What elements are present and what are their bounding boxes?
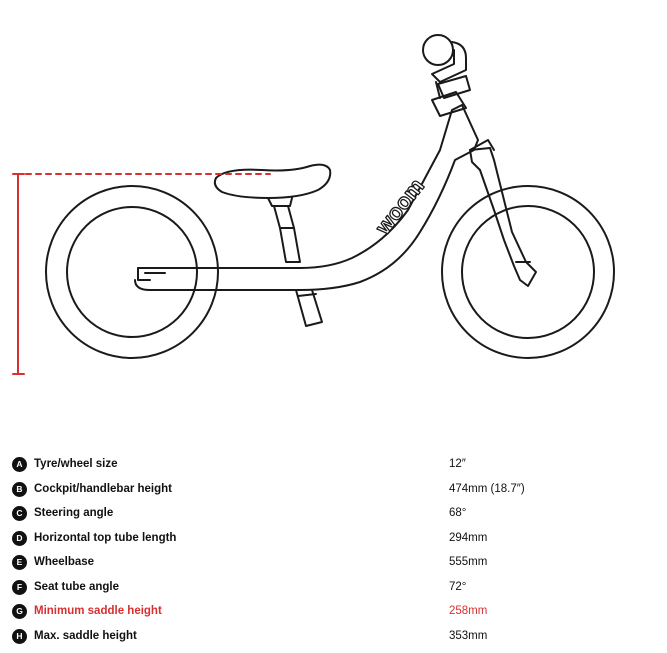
handlebar — [423, 35, 466, 98]
saddle — [215, 165, 330, 206]
seat-post — [274, 206, 322, 326]
saddle-height-dimension — [13, 174, 270, 374]
spec-label: Wheelbase — [34, 556, 95, 568]
spec-label: Seat tube angle — [34, 580, 119, 593]
front-fork — [470, 140, 536, 286]
spec-value: 474mm (18.7″) — [449, 482, 525, 495]
spec-row — [0, 627, 667, 651]
woom-logo: woom — [370, 173, 430, 240]
spec-label: Horizontal top tube length — [34, 531, 177, 544]
spec-letter-badge: E — [12, 555, 27, 570]
spec-row — [0, 455, 667, 479]
spec-row — [0, 578, 667, 602]
spec-row — [0, 504, 667, 528]
bike-frame — [135, 76, 478, 290]
spec-label: Max. saddle height — [34, 629, 137, 642]
spec-letter-badge: G — [12, 604, 27, 619]
spec-value: 68° — [449, 507, 467, 519]
spec-value: 258mm — [449, 605, 488, 617]
spec-value: 555mm — [449, 556, 488, 568]
spec-letter-badge: C — [12, 506, 27, 521]
spec-row — [0, 529, 667, 553]
spec-row — [0, 602, 667, 626]
spec-letter-badge: H — [12, 629, 27, 644]
spec-label: Minimum saddle height — [34, 605, 162, 617]
rear-wheel — [46, 186, 218, 358]
spec-label: Cockpit/handlebar height — [34, 482, 173, 495]
spec-letter-badge: A — [12, 457, 27, 472]
spec-value: 12″ — [449, 458, 466, 470]
spec-value: 72° — [449, 580, 467, 593]
spec-value: 353mm — [449, 629, 488, 642]
spec-label: Tyre/wheel size — [34, 458, 118, 470]
spec-row — [0, 480, 667, 504]
spec-label: Steering angle — [34, 507, 114, 519]
spec-letter-badge: F — [12, 580, 27, 595]
spec-value: 294mm — [449, 531, 488, 544]
spec-letter-badge: D — [12, 531, 27, 546]
front-wheel — [442, 186, 614, 358]
spec-row — [0, 553, 667, 577]
spec-letter-badge: B — [12, 482, 27, 497]
